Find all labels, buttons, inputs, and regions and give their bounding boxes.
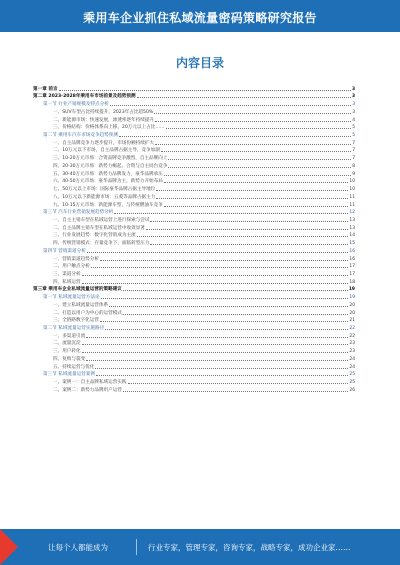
toc-entry-text: 五、30-40万元市场：新势力品牌发力，豪华品牌承压 — [53, 171, 163, 177]
toc-leader-dots — [123, 290, 348, 291]
toc-leader-dots — [155, 144, 351, 145]
toc-leader-dots — [114, 213, 348, 214]
toc-entry-text: 二、新能源市场：快速发展，渗透率逐年持续提升 — [53, 117, 155, 123]
toc-leader-dots — [128, 383, 349, 384]
toc-page-number: 23 — [349, 349, 355, 355]
toc-entry[interactable] — [33, 385, 355, 393]
toc-entry-text: 第三节 汽车行业营销发展趋势分析 — [43, 210, 114, 216]
toc-entry[interactable] — [33, 184, 355, 192]
toc-leader-dots — [91, 267, 349, 268]
toc-entry[interactable] — [33, 107, 355, 115]
toc-leader-dots — [101, 298, 349, 299]
toc-entry[interactable] — [33, 238, 355, 246]
toc-page-number: 21 — [349, 318, 355, 324]
toc-leader-dots — [123, 391, 348, 392]
toc-entry-text: 第一章 前言 — [33, 86, 58, 92]
toc-entry-text: 一、自主主销车型在私域运营上进行探索与尝试 — [53, 217, 150, 223]
toc-entry-text: 二、案例二：新势力品牌用户运营 — [53, 387, 122, 393]
toc-leader-dots — [82, 344, 349, 345]
toc-page-number: 5 — [352, 133, 355, 139]
toc-heading: 内容目录 — [175, 56, 224, 70]
toc-entry[interactable] — [33, 377, 355, 385]
toc-leader-dots — [155, 121, 351, 122]
toc-leader-dots — [100, 260, 348, 261]
toc-page-number: 4 — [352, 117, 355, 123]
footer-divider — [136, 539, 137, 555]
toc-page-number: 17 — [349, 271, 355, 277]
toc-leader-dots — [168, 167, 351, 168]
toc-leader-dots — [119, 136, 351, 137]
toc-entry-text: 一、SUV车型占比持续提升，2023年占比超50% — [53, 109, 154, 115]
toc-entry[interactable] — [33, 331, 355, 339]
toc-leader-dots — [82, 275, 349, 276]
toc-leader-dots — [109, 306, 348, 307]
toc-entry-text: 四、复购与裂变 — [53, 356, 86, 362]
toc-page-number: 5 — [352, 125, 355, 131]
toc-entry-text: 二、自主品牌主销车型在私域运营中收效显著 — [53, 225, 145, 231]
toc-entry[interactable] — [33, 292, 355, 300]
toc-leader-dots — [164, 175, 351, 176]
toc-entry-text: 一、案例一：自主品牌私域运营实践 — [53, 380, 127, 386]
toc-page-number: 13 — [349, 225, 355, 231]
toc-page-number: 20 — [349, 310, 355, 316]
toc-entry[interactable] — [33, 200, 355, 208]
toc-leader-dots — [123, 314, 348, 315]
toc-entry-text: 五、持续运营与优化 — [53, 364, 95, 370]
toc-leader-dots — [110, 105, 351, 106]
toc-entry[interactable] — [33, 316, 355, 324]
footer-tagline: 行业专家，管理专家，咨询专家，战略专家，成功企业家…… — [148, 543, 351, 552]
toc-page-number: 11 — [349, 202, 355, 208]
toc-page-number: 7 — [352, 140, 355, 146]
toc-page-number: 18 — [349, 279, 355, 285]
toc-entry[interactable] — [33, 269, 355, 277]
toc-entry[interactable] — [33, 192, 355, 200]
toc-page-number: 19 — [349, 295, 355, 301]
toc-entry[interactable] — [33, 354, 355, 362]
toc-leader-dots — [146, 229, 349, 230]
toc-page-number: 22 — [349, 326, 355, 331]
toc-entry-text: 三、行业发展趋势：数字化营销成为主流 — [53, 233, 136, 239]
toc-entry-text: 第三节 私域流量运营案例 — [43, 372, 95, 378]
toc-leader-dots — [137, 236, 349, 237]
toc-entry-text: 第二节 乘用车汽车市场竞争趋势预测 — [43, 133, 118, 139]
footer-slogan: 让每个人都能成为 — [48, 543, 108, 552]
toc-entry[interactable] — [33, 123, 355, 131]
toc-entry[interactable] — [33, 153, 355, 161]
toc-entry[interactable] — [33, 138, 355, 146]
toc-entry[interactable] — [33, 177, 355, 185]
toc-leader-dots — [161, 151, 351, 152]
toc-page-number: 16 — [349, 248, 355, 254]
toc-entry[interactable] — [33, 254, 355, 262]
toc-page-number: 3 — [352, 109, 355, 115]
toc-entry-text: 第四节 营销渠道分析 — [43, 248, 86, 254]
toc-leader-dots — [100, 321, 348, 322]
toc-entry[interactable] — [33, 115, 355, 123]
toc-leader-dots — [168, 159, 351, 160]
toc-page-number: 7 — [352, 148, 355, 154]
toc-entry[interactable] — [33, 161, 355, 169]
toc-entry[interactable] — [33, 92, 355, 100]
toc-page-number: 22 — [349, 333, 355, 339]
toc-leader-dots — [164, 182, 349, 183]
toc-page-number: 16 — [349, 256, 355, 262]
toc-entry-text: 三、价格结构：价格体系向上移，20万元以上占比…… — [53, 125, 165, 131]
toc-page-number: 17 — [349, 264, 355, 270]
toc-leader-dots — [82, 352, 349, 353]
toc-entry[interactable] — [33, 231, 355, 239]
toc-page-number: 8 — [352, 163, 355, 169]
toc-entry-text: 二、流量沉淀 — [53, 341, 81, 347]
toc-entry-text: 三、渠道分析 — [53, 271, 81, 277]
toc-entry[interactable] — [33, 246, 355, 254]
toc-page-number: 10 — [349, 187, 355, 193]
toc-entry-text: 三、用户转化 — [53, 349, 81, 355]
toc-page-number: 19 — [348, 287, 355, 293]
report-header-bar — [0, 0, 400, 32]
toc-entry[interactable] — [33, 285, 355, 293]
toc-leader-dots — [87, 252, 349, 253]
toc-entry-text: 四、20-30万元市场：新势力崛起，合资与自主同台竞争 — [53, 163, 168, 169]
toc-leader-dots — [150, 244, 348, 245]
toc-page-number: 12 — [349, 210, 355, 216]
toc-page-number: 3 — [352, 102, 355, 108]
toc-entry-text: 第一节 行业产销规模及特点分析 — [43, 102, 109, 108]
toc-page-number: 15 — [349, 241, 355, 247]
toc-entry-text: 二、打造以用户为中心的运营模式 — [53, 310, 122, 316]
toc-entry-text: 一、营销渠道趋势分析 — [53, 256, 99, 262]
toc-entry-text: 第二章 2023-2028年乘用车市场前景及趋势预测 — [33, 94, 136, 100]
toc-entry[interactable] — [33, 130, 355, 138]
toc-leader-dots — [137, 97, 351, 98]
toc-page-number: 3 — [351, 94, 355, 100]
toc-page-number: 9 — [352, 171, 355, 177]
toc-entry[interactable] — [33, 215, 355, 223]
toc-page-number: 3 — [351, 86, 355, 92]
toc-entry-text: 第二节 私域流量运营实施路径 — [43, 326, 105, 331]
toc-page-number: 25 — [349, 380, 355, 386]
toc-entry[interactable] — [33, 339, 355, 347]
toc-entry-text: 一、建立私域流量运营体系 — [53, 302, 109, 308]
toc-leader-dots — [96, 375, 348, 376]
toc-entry[interactable] — [33, 300, 355, 308]
toc-page-number: 20 — [349, 302, 355, 308]
toc-page-number: 13 — [349, 217, 355, 223]
report-title: 乘用车企业抓住私域流量密码策略研究报告 — [83, 11, 317, 25]
toc-entry[interactable] — [33, 99, 355, 107]
toc-entry[interactable] — [33, 323, 355, 331]
toc-entry-text: 三、10-20万元市场：合资品牌竞争激烈，自主品牌向上 — [53, 156, 168, 162]
toc-page-number: 10 — [349, 179, 355, 185]
toc-leader-dots — [105, 329, 348, 330]
toc-leader-dots — [95, 368, 348, 369]
toc-entry[interactable] — [33, 362, 355, 370]
toc-entry-text: 第一节 私域流量运营方法论 — [43, 295, 100, 301]
toc-entry[interactable] — [33, 346, 355, 354]
toc-leader-dots — [164, 206, 349, 207]
toc-entry-text: 八、10万元以下新能源市场：五菱等品牌占据主力 — [53, 194, 156, 200]
toc-entry-text: 六、40-50万元市场：豪华品牌为主，新势力开始布局 — [53, 179, 163, 185]
toc-entry-text: 七、50万元以上市场：国际豪华品牌占据主导地位 — [53, 187, 156, 193]
toc-leader-dots — [86, 360, 348, 361]
toc-entry-text: 一、自主品牌竞争力逐步提升，市场份额持续扩大 — [53, 140, 155, 146]
toc-page-number: 23 — [349, 341, 355, 347]
toc-entry-text: 二、用户触点分析 — [53, 264, 90, 270]
toc-entry[interactable] — [33, 208, 355, 216]
toc-page-number: 7 — [352, 156, 355, 162]
toc-page-number: 24 — [349, 364, 355, 370]
toc-page-number: 25 — [349, 372, 355, 378]
table-of-contents — [33, 84, 355, 393]
toc-entry[interactable] — [33, 84, 355, 92]
toc-entry[interactable] — [33, 146, 355, 154]
toc-leader-dots — [154, 113, 351, 114]
footer-arrow-icon — [0, 529, 18, 565]
toc-entry[interactable] — [33, 277, 355, 285]
toc-leader-dots — [82, 283, 349, 284]
toc-entry-text: 四、私域运营 — [53, 279, 81, 285]
toc-entry-text: 二、10万元以下市场，自主品牌占据主导，竞争加剧 — [53, 148, 160, 154]
toc-entry[interactable] — [33, 262, 355, 270]
toc-entry[interactable] — [33, 308, 355, 316]
toc-page-number: 26 — [349, 387, 355, 393]
toc-leader-dots — [150, 221, 348, 222]
toc-leader-dots — [156, 198, 348, 199]
toc-leader-dots — [86, 337, 348, 338]
toc-page-number: 11 — [349, 194, 355, 200]
footer-bar — [0, 529, 400, 565]
toc-entry-text: 一、多渠道引流 — [53, 333, 86, 339]
toc-entry-text: 第三章 乘用车企业私域流量运营的策略建议 — [33, 287, 122, 293]
toc-entry-text: 三、全链路数字化运营 — [53, 318, 99, 324]
toc-leader-dots — [59, 90, 351, 91]
toc-entry[interactable] — [33, 169, 355, 177]
toc-entry[interactable] — [33, 223, 355, 231]
toc-entry[interactable] — [33, 370, 355, 378]
toc-leader-dots — [166, 128, 352, 129]
toc-entry-text: 九、10-15万元市场：新能源车型，与传统燃油车竞争 — [53, 202, 163, 208]
toc-leader-dots — [156, 190, 348, 191]
toc-page-number: 24 — [349, 356, 355, 362]
toc-entry-text: 四、传统营销模式：存量竞争下，面临转型压力 — [53, 241, 150, 247]
toc-page-number: 14 — [349, 233, 355, 239]
